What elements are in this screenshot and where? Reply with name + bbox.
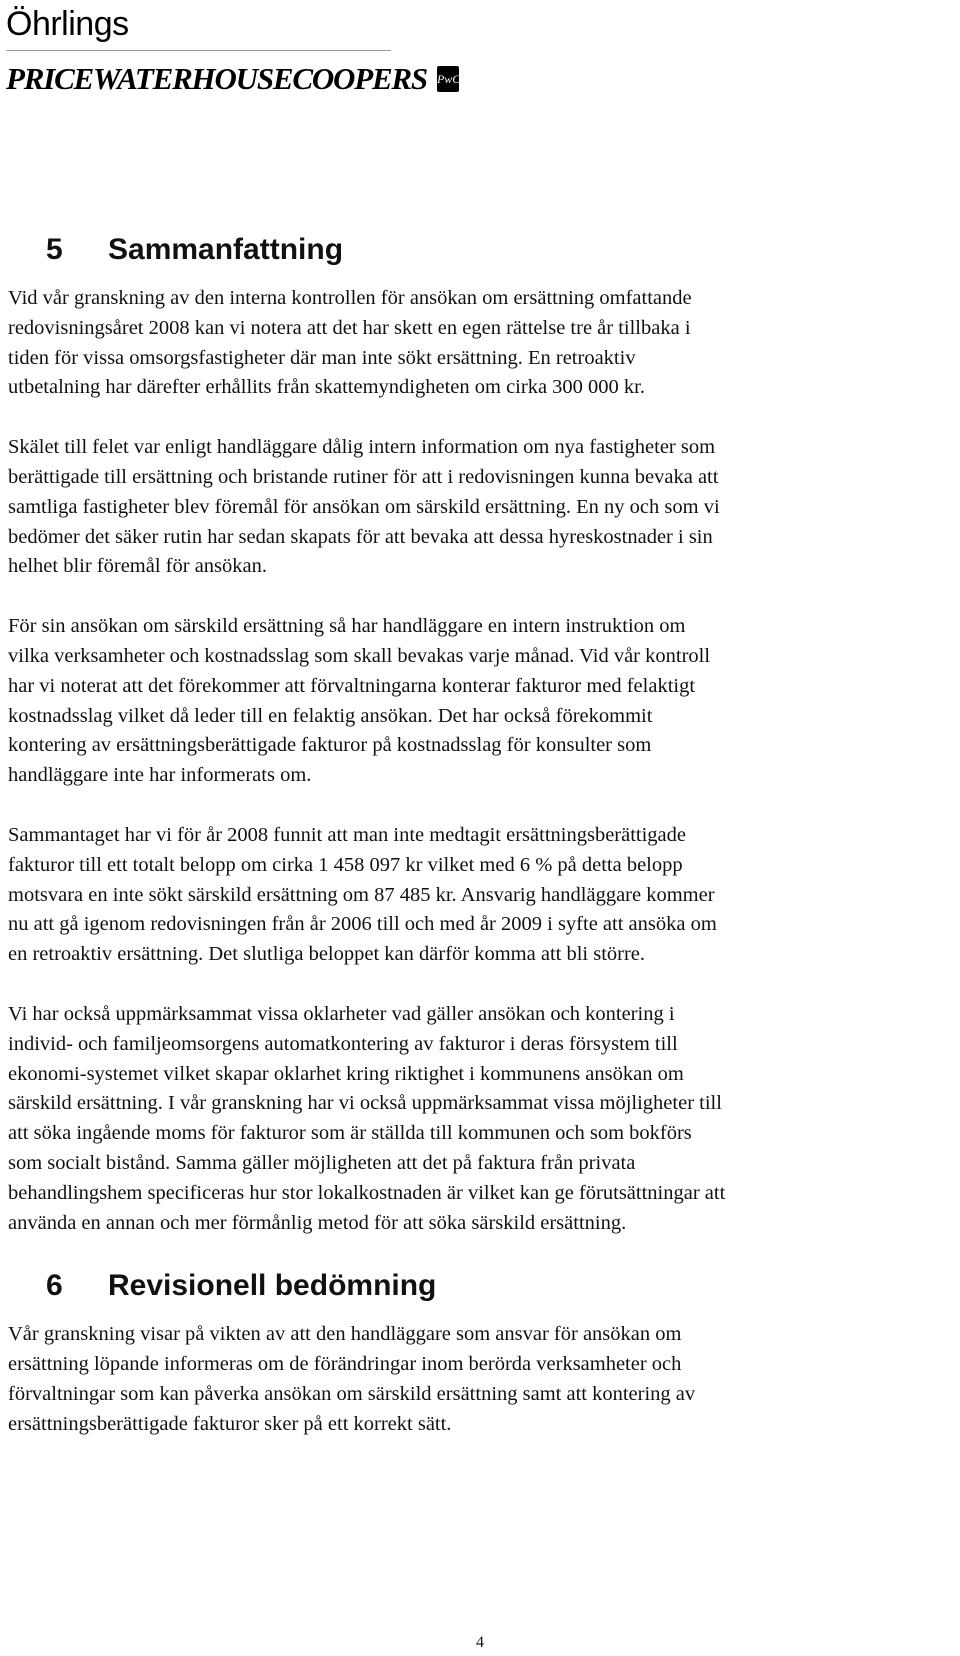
paragraph: Skälet till felet var enligt handläggare dålig intern information om nya fastigheter som berättigade till ersättning och bristande rutiner för att i redovisningen kunna bevaka att samtliga fastigheter blev föremål för ansökan om särskild ersättning. En ny och som vi bedömer det säker rutin har sedan skapats för att bevaka att dessa hyreskostnader i sin helhet blir föremål för ansökan. (8, 436, 720, 578)
section-heading (8, 232, 730, 268)
page-number: 4 (476, 1634, 484, 1651)
pwc-logo: PRICEWATERHOUSECOOPERS (6, 61, 427, 96)
brand-header (6, 2, 461, 101)
section-number: 5 (46, 233, 63, 266)
section-number: 6 (46, 1269, 63, 1303)
brand-divider (6, 50, 391, 51)
paragraph: Vår granskning visar på vikten av att den handläggare som ansvar för ansökan om ersättning löpande informeras om de förändringar inom berörda verksamheter och förvaltningar som kan påverka ansökan om särskild ersättning samt att kontering av ersättningsberättigade fakturor sker på ett korrekt sätt. (8, 1323, 696, 1435)
paragraph: Vid vår granskning av den interna kontrollen för ansökan om ersättning omfattande redovisningsåret 2008 kan vi notera att det har skett en egen rättelse tre år tillbaka i tiden för vissa omsorgsfastigheter där man inte sökt ersättning. En retroaktiv utbetalning har därefter erhållits från skattemyndigheten om cirka 300 000 kr. (8, 287, 692, 399)
section-title: Sammanfattning (108, 233, 344, 266)
pwc-mark-icon: PwC (437, 66, 459, 92)
paragraph: Vi har också uppmärksammat vissa oklarheter vad gäller ansökan och kontering i individ- och familjeomsorgens automatkontering av fakturor i deras försystem till ekonomi-systemet vilket skapar oklarhet kring riktighet i kommunens ansökan om särskild ersättning. I vår granskning har vi också uppmärksammat vissa möjligheter till att söka ingående moms för fakturor som är ställda till kommunen och som bokförs som socialt bistånd. Samma gäller möjligheten att det på faktura från privata behandlingshem specificeras hur stor lokalkostnaden är vilket kan ge förutsättningar att använda en annan och mer förmånlig metod för att söka särskild ersättning. (8, 1002, 726, 1234)
paragraph: För sin ansökan om särskild ersättning så har handläggare en intern instruktion om vilka verksamheter och kostnadsslag som skall bevakas varje månad. Vid vår kontroll har vi noterat att det förekommer att förvaltningarna konterar fakturor med felaktigt kostnadsslag vilket då leder till en felaktig ansökan. Det har också förekommit kontering av ersättningsberättigade fakturor på kostnadsslag för konsulter som handläggare inte har informerats om. (8, 615, 711, 787)
paragraph: Sammantaget har vi för år 2008 funnit att man inte medtagit ersättningsberättigade fakturor till ett totalt belopp om cirka 1 458 097 kr vilket med 6 % på detta belopp motsvara en inte sökt särskild ersättning om 87 485 kr. Ansvarig handläggare kommer nu att gå igenom redovisningen från år 2006 till och med år 2009 i syfte att ansöka om en retroaktiv ersättning. Det slutliga beloppet kan därför komma att bli större. (8, 823, 717, 966)
brand-ohrlings: Öhrlings (6, 5, 129, 43)
document-body (8, 232, 730, 1470)
section-title: Revisionell bedömning (108, 1269, 437, 1303)
section-heading (8, 1268, 730, 1304)
brand-logo-row (6, 57, 461, 101)
